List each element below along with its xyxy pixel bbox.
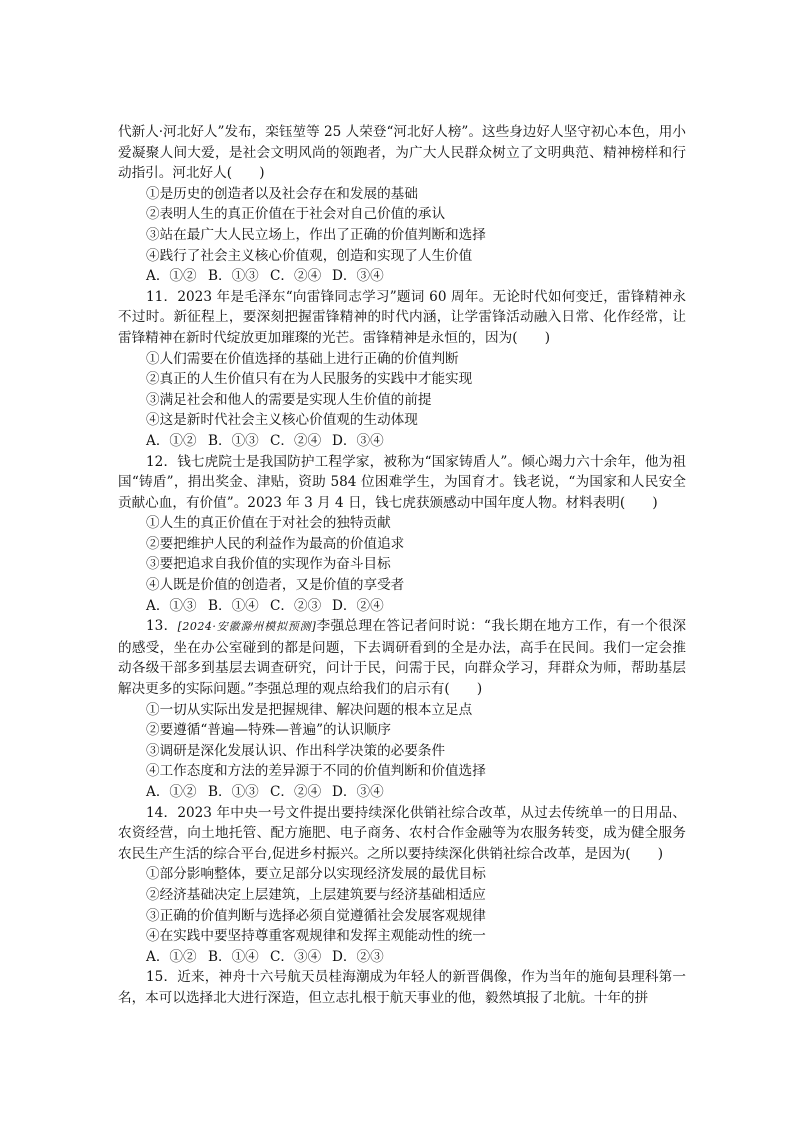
question-13-source: [2024·安徽滁州模拟预测]	[177, 620, 317, 634]
question-11-stem: 11．2023 年是毛泽东“向雷锋同志学习”题词 60 周年。无论时代如何变迁，雷锋精神永不过时。新征程上，要深刻把握雷锋精神的时代内涵，让学雷锋活动融入日常、化作经常，让雷锋精神在新时代绽放更加璀璨的光芒。雷锋精神是永恒的，因为( )	[118, 288, 686, 346]
question-13-option-1: ①一切从实际出发是把握规律、解决问题的根本立足点	[146, 701, 473, 718]
question-11-option-2: ②真正的人生价值只有在为人民服务的实践中才能实现	[146, 371, 473, 388]
question-10-option-4: ④践行了社会主义核心价值观，创造和实现了人生价值	[146, 247, 473, 264]
question-14-option-4: ④在实践中要坚持尊重客观规律和发挥主观能动性的统一	[146, 928, 486, 945]
question-12-choice-a: A．①③	[146, 597, 197, 614]
question-14-option-3: ③正确的价值判断与选择必须自觉遵循社会发展客观规律	[146, 907, 486, 924]
question-13-choice-d: D．③④	[332, 784, 384, 800]
question-10-choice-b: B．①③	[208, 268, 259, 285]
question-10-choice-a: A．①②	[146, 268, 197, 285]
question-13-choice-b: B．①③	[208, 784, 259, 800]
question-12-stem: 12．钱七虎院士是我国防护工程学家，被称为“国家铸盾人”。倾心竭力六十余年，他为祖国“铸盾”，捐出奖金、津贴，资助 584 位困难学生，为国育才。钱老说，“为国家和人民安全贡献心血，有价值”。2023 年 3 月 4 日，钱七虎获颁感动中国年度人物。材料表明( )	[118, 453, 686, 511]
question-12-choices	[118, 596, 686, 617]
question-12-option-4: ④人既是价值的创造者，又是价值的享受者	[146, 577, 405, 594]
question-13-option-2: ②要遵循“普遍—特殊—普遍”的认识顺序	[146, 722, 391, 739]
question-13-choice-c: C．②④	[270, 784, 322, 800]
question-14-choice-a: A．①②	[146, 948, 197, 965]
question-11-option-1: ①人们需要在价值选择的基础上进行正确的价值判断	[146, 350, 459, 367]
question-12-option-1: ①人生的真正价值在于对社会的独特贡献	[146, 515, 391, 532]
question-10-stem: 代新人·河北好人”发布，栾钰堃等 25 人荣登“河北好人榜”。这些身边好人坚守初心本色，用小爱凝聚人间大爱，是社会文明风尚的领跑者，为广大人民群众树立了文明典范、精神榜样和行动指引。河北好人( )	[118, 124, 686, 182]
question-14-stem: 14．2023 年中央一号文件提出要持续深化供销社综合改革，从过去传统单一的日用品、农资经营，向土地托管、配方施肥、电子商务、农村合作金融等为农服务转变，成为健全服务农民生产生活的综合平台,促进乡村振兴。之所以要持续深化供销社综合改革，是因为( )	[118, 804, 686, 862]
question-12-option-3: ③要把追求自我价值的实现作为奋斗目标	[146, 556, 391, 573]
question-11-choice-a: A．①②	[146, 432, 197, 449]
question-12-choice-b: B．①④	[208, 597, 259, 614]
question-13-choices	[118, 782, 686, 803]
question-13-choice-a: A．①②	[146, 784, 197, 800]
question-10-choice-c: C．②④	[270, 268, 322, 285]
document-page	[118, 122, 686, 1009]
question-12-choice-c: C．②③	[270, 597, 322, 614]
question-11-choices	[118, 431, 686, 452]
question-14-option-2: ②经济基础决定上层建筑，上层建筑要与经济基础相适应	[146, 886, 486, 903]
question-10-option-1: ①是历史的创造者以及社会存在和发展的基础	[146, 185, 418, 202]
question-11-choice-c: C．②④	[270, 432, 322, 449]
question-10-option-3: ③站在最广大人民立场上，作出了正确的价值判断和选择	[146, 226, 486, 243]
question-14-choices	[118, 947, 686, 968]
question-11-choice-b: B．①③	[208, 432, 259, 449]
question-11-option-3: ③满足社会和他人的需要是实现人生价值的前提	[146, 391, 432, 408]
question-12-choice-d: D．②④	[332, 597, 384, 614]
question-11-choice-d: D．③④	[332, 432, 384, 449]
question-10-choice-d: D．③④	[332, 268, 384, 285]
question-13-number: 13．	[146, 618, 178, 635]
question-10-option-2: ②表明人生的真正价值在于社会对自己价值的承认	[146, 206, 446, 223]
question-13-option-3: ③调研是深化发展认识、作出科学决策的必要条件	[146, 742, 446, 759]
question-13-stem	[118, 616, 686, 699]
question-14-option-1: ①部分影响整体，要立足部分以实现经济发展的最优目标	[146, 866, 486, 883]
question-14-choice-c: C．③④	[270, 948, 322, 965]
question-11-option-4: ④这是新时代社会主义核心价值观的生动体现	[146, 412, 418, 429]
question-13-option-4: ④工作态度和方法的差异源于不同的价值判断和价值选择	[146, 763, 486, 780]
question-12-option-2: ②要把维护人民的利益作为最高的价值追求	[146, 535, 405, 552]
question-15-stem: 15．近来，神舟十六号航天员桂海潮成为年轻人的新晋偶像，作为当年的施甸县理科第一名，本可以选择北大进行深造，但立志扎根于航天事业的他，毅然填报了北航。十年的拼	[118, 969, 686, 1006]
question-14-choice-d: D．②③	[332, 948, 384, 965]
question-14-choice-b: B．①④	[208, 948, 259, 965]
question-10-choices	[118, 266, 686, 287]
question-13-text: 李强总理在答记者问时说：“我长期在地方工作，有一个很深的感受，坐在办公室碰到的都是问题，下去调研看到的全是办法，高手在民间。我们一定会推动各级干部多到基层去调查研究，问计于民，问需于民，向群众学习，拜群众为师，帮助基层解决更多的实际问题。”李强总理的观点给我们的启示有( )	[118, 618, 686, 698]
